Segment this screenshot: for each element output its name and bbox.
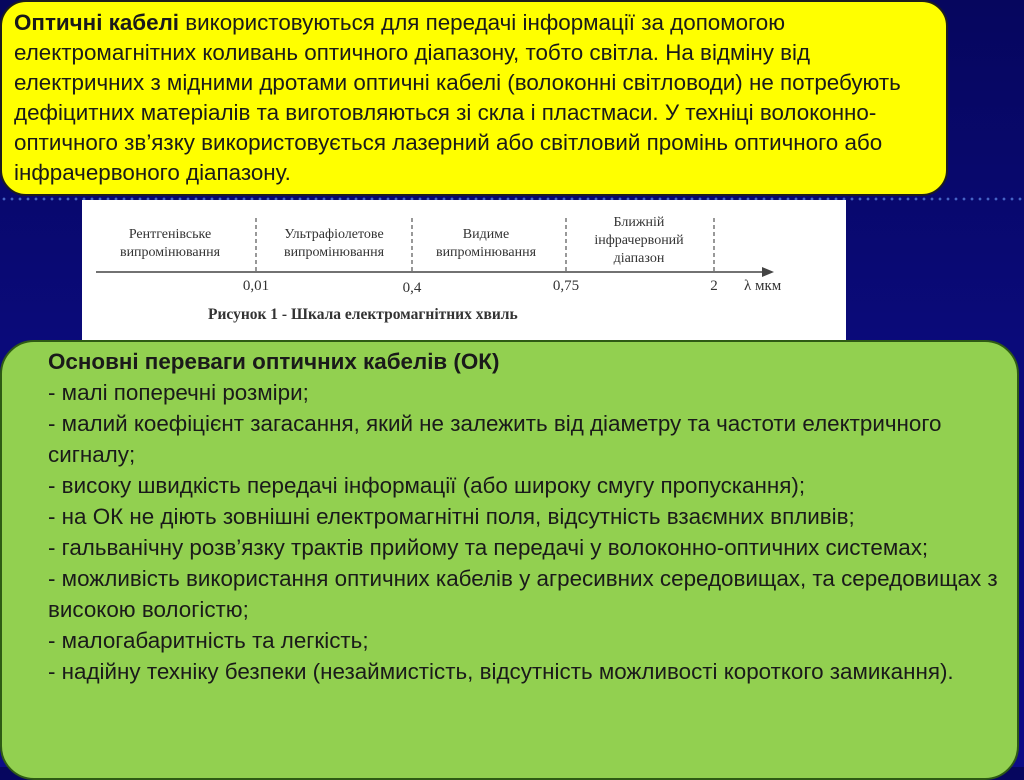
intro-text: використовуються для передачі інформації за допомогою електромагнітних коливань оптичного діапазону, тобто світла. На відміну від електричних з мідними дротами оптичні кабелі (волоконні світловоди) не потребують дефіцитних матеріалів та виготовляються зі скла і пластмаси. У техніці волоконно-оптичного зв’язку використовується лазерний або світловий промінь оптичного або інфрачервоного діапазону. [14, 10, 901, 185]
region-nir-label-2: інфрачервоний [594, 233, 684, 248]
advantage-item: - на ОК не діють зовнішні електромагнітні поля, відсутність взаємних впливів; [48, 504, 855, 529]
advantage-item: - малогабаритність та легкість; [48, 628, 369, 653]
advantages-title: Основні переваги оптичних кабелів (ОК) [48, 349, 500, 374]
figure-caption: Рисунок 1 - Шкала електромагнітних хвиль [208, 306, 518, 323]
advantage-item: - малий коефіцієнт загасання, який не залежить від діаметру та частоти електричного сигналу; [48, 411, 942, 467]
advantage-item: - гальванічну розв’язку трактів прийому та передачі у волоконно-оптичних системах; [48, 535, 929, 560]
region-visible-label-2: випромінювання [435, 245, 537, 260]
tick-label-075: 0,75 [552, 278, 580, 294]
region-uv-label-2: випромінювання [283, 245, 385, 260]
tick-label-001: 0,01 [242, 278, 270, 294]
advantage-item: - надійну техніку безпеки (незаймистість, відсутність можливості короткого замикання). [48, 659, 954, 684]
region-nir-label-1: Ближній [613, 215, 665, 230]
region-xray-label-1: Рентгенівське [128, 227, 212, 242]
advantage-item: - можливість використання оптичних кабелів у агресивних середовищах, та середовищах з високою вологістю; [48, 566, 998, 622]
advantages-panel [0, 340, 1019, 780]
region-uv-label-1: Ультрафіолетове [284, 227, 384, 242]
intro-callout [0, 0, 948, 196]
em-spectrum-diagram [82, 200, 846, 340]
region-xray-label-2: випромінювання [119, 245, 221, 260]
advantage-item: - малі поперечні розміри; [48, 380, 309, 405]
intro-bold-term: Оптичні кабелі [14, 10, 180, 35]
em-spectrum-figure [82, 200, 846, 340]
axis-arrow [762, 267, 774, 277]
advantage-item: - високу швидкість передачі інформації (або широку смугу пропускання); [48, 473, 806, 498]
region-nir-label-3: діапазон [613, 251, 665, 266]
advantages-list [48, 377, 1003, 687]
axis-unit-label: λ мкм [744, 278, 782, 294]
region-visible-label-1: Видиме [462, 227, 510, 242]
tick-label-04: 0,4 [402, 280, 422, 296]
tick-label-2: 2 [710, 278, 718, 294]
